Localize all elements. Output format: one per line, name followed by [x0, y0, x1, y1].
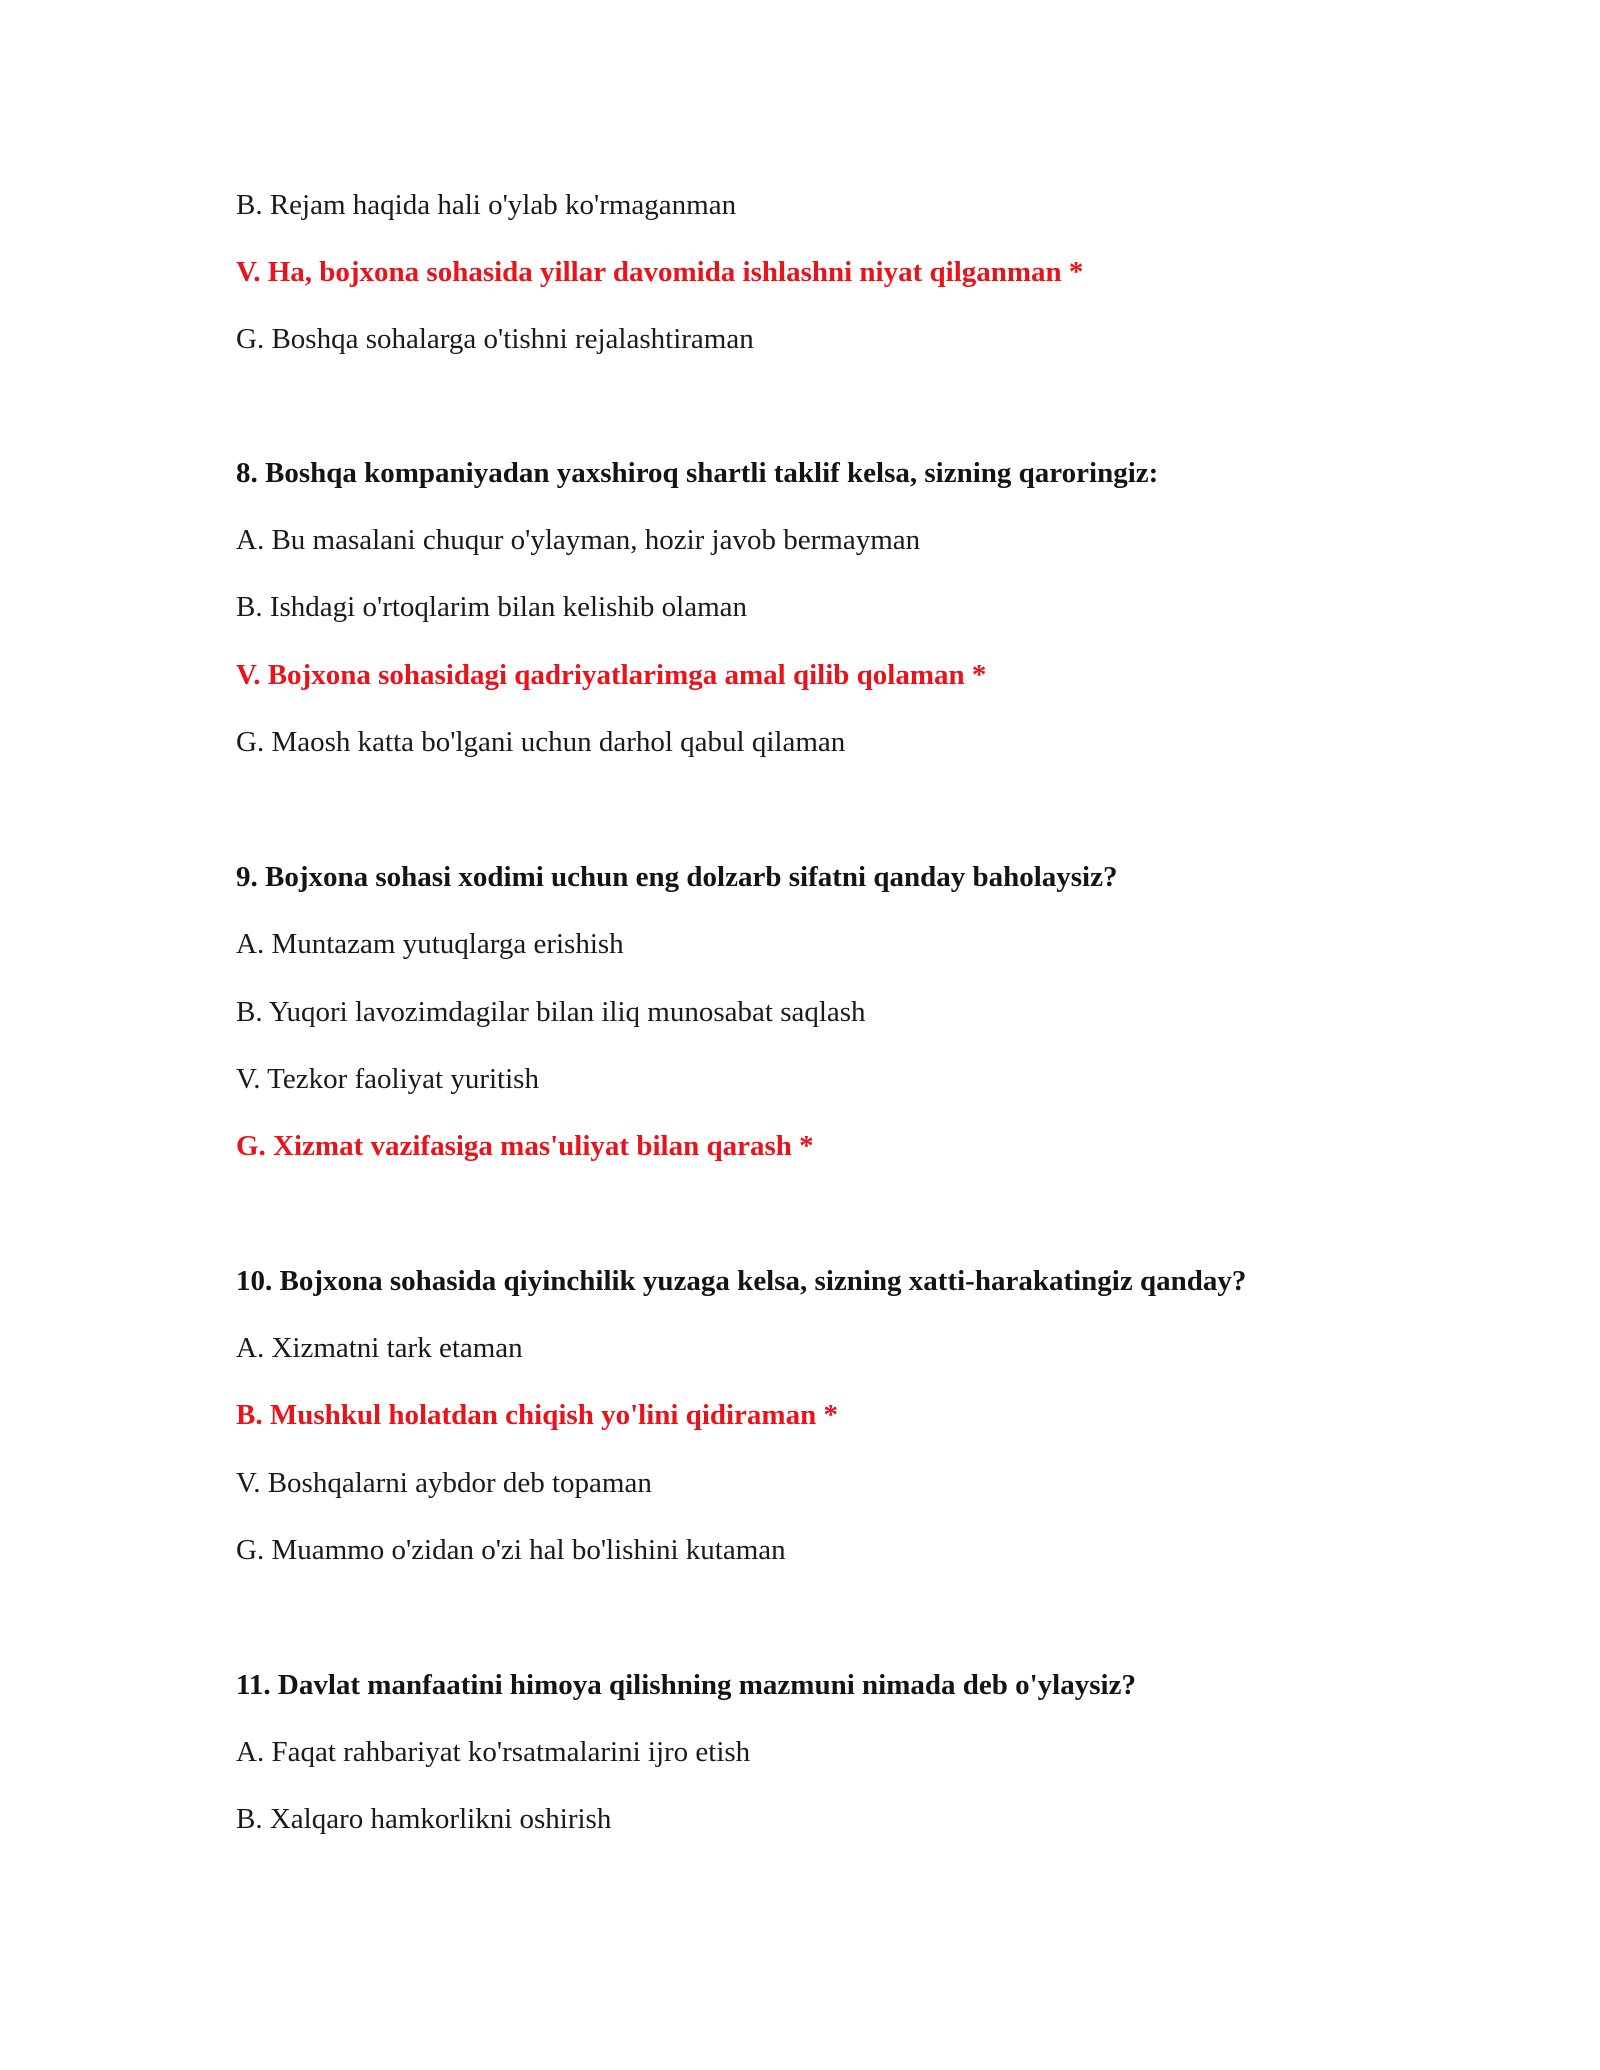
- answer-option: G. Boshqa sohalarga o'tishni rejalashtiraman: [236, 323, 754, 355]
- answer-option: A. Bu masalani chuqur o'ylayman, hozir javob bermayman: [236, 524, 921, 556]
- question-heading: 9. Bojxona sohasi xodimi uchun eng dolzarb sifatni qanday baholaysiz?: [236, 861, 1118, 893]
- answer-option: G. Muammo o'zidan o'zi hal bo'lishini kutaman: [236, 1534, 786, 1566]
- answer-option: B. Yuqori lavozimdagilar bilan iliq munosabat saqlash: [236, 996, 866, 1028]
- answer-option: B. Ishdagi o'rtoqlarim bilan kelishib olaman: [236, 591, 748, 623]
- correct-answer-option: G. Xizmat vazifasiga mas'uliyat bilan qarash *: [236, 1130, 814, 1162]
- answer-option: B. Xalqaro hamkorlikni oshirish: [236, 1803, 612, 1835]
- answer-option: A. Xizmatni tark etaman: [236, 1332, 523, 1364]
- answer-option: B. Rejam haqida hali o'ylab ko'rmaganman: [236, 189, 737, 221]
- question-heading: 10. Bojxona sohasida qiyinchilik yuzaga kelsa, sizning xatti-harakatingiz qanday?: [236, 1265, 1247, 1297]
- correct-answer-option: B. Mushkul holatdan chiqish yo'lini qidiraman *: [236, 1399, 838, 1431]
- question-heading: 11. Davlat manfaatini himoya qilishning mazmuni nimada deb o'ylaysiz?: [236, 1669, 1136, 1701]
- correct-answer-option: V. Bojxona sohasidagi qadriyatlarimga amal qilib qolaman *: [236, 659, 987, 691]
- answer-option: V. Tezkor faoliyat yuritish: [236, 1063, 539, 1095]
- question-heading: 8. Boshqa kompaniyadan yaxshiroq shartli taklif kelsa, sizning qaroringiz:: [236, 457, 1159, 489]
- answer-option: A. Faqat rahbariyat ko'rsatmalarini ijro etish: [236, 1736, 751, 1768]
- answer-option: A. Muntazam yutuqlarga erishish: [236, 928, 624, 960]
- answer-option: G. Maosh katta bo'lgani uchun darhol qabul qilaman: [236, 726, 846, 758]
- correct-answer-option: V. Ha, bojxona sohasida yillar davomida ishlashni niyat qilganman *: [236, 256, 1084, 288]
- answer-option: V. Boshqalarni aybdor deb topaman: [236, 1467, 652, 1499]
